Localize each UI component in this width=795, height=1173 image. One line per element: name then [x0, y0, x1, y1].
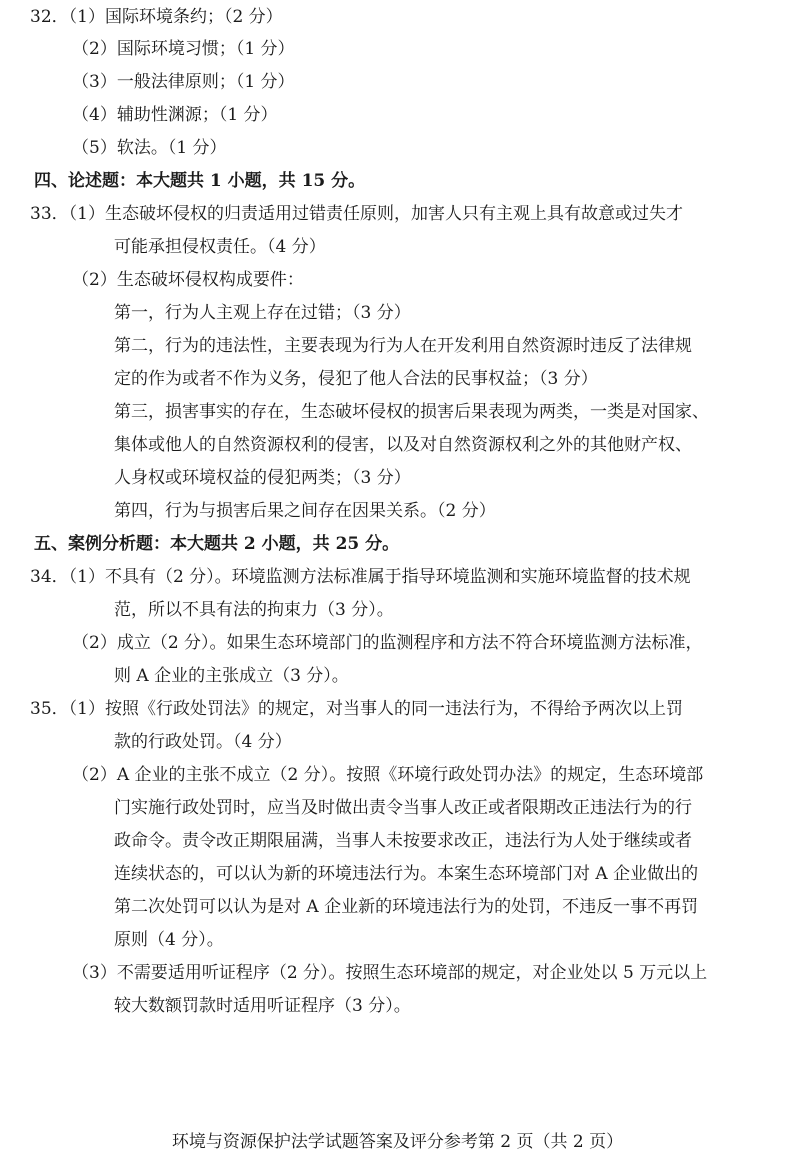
q35-line-8: 原则（4 分）。 — [114, 930, 224, 950]
q33-line-2: 可能承担侵权责任。（4 分） — [114, 237, 326, 257]
q33-line-1: 33．（1）生态破坏侵权的归责适用过错责任原则，加害人只有主观上具有故意或过失才 — [30, 204, 683, 224]
q35-line-7: 第二次处罚可以认为是对 A 企业新的环境违法行为的处罚，不违反一事不再罚 — [114, 897, 699, 917]
section-5-heading: 五、案例分析题：本大题共 2 小题，共 25 分。 — [34, 534, 400, 554]
q33-line-9: 人身权或环境权益的侵犯两类；（3 分） — [114, 468, 411, 488]
q35-line-2: 款的行政处罚。（4 分） — [114, 732, 292, 752]
q33-line-8: 集体或他人的自然资源权利的侵害，以及对自然资源权利之外的其他财产权、 — [114, 435, 692, 455]
q33-line-5: 第二，行为的违法性，主要表现为行为人在开发利用自然资源时违反了法律规 — [114, 336, 692, 356]
q35-line-10: 较大数额罚款时适用听证程序（3 分）。 — [114, 996, 411, 1016]
q32-line-5: （5）软法。（1 分） — [72, 138, 227, 158]
q33-line-7: 第三，损害事实的存在，生态破坏侵权的损害后果表现为两类，一类是对国家、 — [114, 402, 709, 422]
q34-line-4: 则 A 企业的主张成立（3 分）。 — [114, 666, 349, 686]
q35-line-9: （3）不需要适用听证程序（2 分）。按照生态环境部的规定，对企业处以 5 万元以上 — [72, 963, 708, 983]
q33-line-10: 第四，行为与损害后果之间存在因果关系。（2 分） — [114, 501, 496, 521]
q34-line-1: 34．（1）不具有（2 分）。环境监测方法标准属于指导环境监测和实施环境监督的技术规 — [30, 567, 691, 587]
q33-line-3: （2）生态破坏侵权构成要件： — [72, 270, 304, 290]
q33-line-4: 第一，行为人主观上存在过错；（3 分） — [114, 303, 411, 323]
q35-line-6: 连续状态的，可以认为新的环境违法行为。本案生态环境部门对 A 企业做出的 — [114, 864, 699, 884]
q35-line-5: 政命令。责令改正期限届满，当事人未按要求改正，违法行为人处于继续或者 — [114, 831, 692, 851]
q32-line-3: （3）一般法律原则；（1 分） — [72, 72, 295, 92]
q32-line-1: 32．（1）国际环境条约；（2 分） — [30, 7, 283, 27]
q35-line-3: （2）A 企业的主张不成立（2 分）。按照《环境行政处罚办法》的规定，生态环境部 — [72, 765, 704, 785]
q32-line-2: （2）国际环境习惯；（1 分） — [72, 39, 295, 59]
q34-line-2: 范，所以不具有法的拘束力（3 分）。 — [114, 600, 394, 620]
q32-line-4: （4）辅助性渊源；（1 分） — [72, 105, 278, 125]
q35-line-4: 门实施行政处罚时，应当及时做出责令当事人改正或者限期改正违法行为的行 — [114, 798, 692, 818]
page-footer: 环境与资源保护法学试题答案及评分参考第 2 页（共 2 页） — [171, 1132, 624, 1152]
q35-line-1: 35．（1）按照《行政处罚法》的规定，对当事人的同一违法行为，不得给予两次以上罚 — [30, 699, 683, 719]
q33-line-6: 定的作为或者不作为义务，侵犯了他人合法的民事权益；（3 分） — [114, 369, 598, 389]
q34-line-3: （2）成立（2 分）。如果生态环境部门的监测程序和方法不符合环境监测方法标准， — [72, 633, 703, 653]
section-4-heading: 四、论述题：本大题共 1 小题，共 15 分。 — [34, 171, 366, 191]
